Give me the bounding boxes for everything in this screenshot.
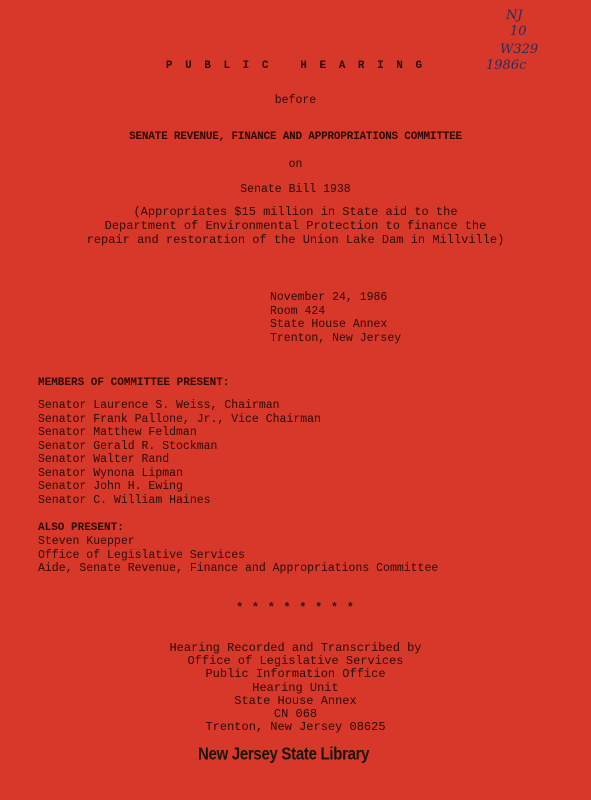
- separator-asterisks: * * * * * * * *: [236, 602, 355, 615]
- city: Trenton, New Jersey: [270, 331, 402, 345]
- handwritten-line: W329: [500, 42, 539, 57]
- also-present-list: [38, 535, 438, 576]
- member-item: Senator Frank Pallone, Jr., Vice Chairman: [38, 412, 321, 426]
- recorded-line: CN 068: [273, 707, 318, 722]
- member-item: Senator Laurence S. Weiss, Chairman: [38, 399, 280, 412]
- member-item: Senator C. William Haines: [38, 493, 211, 507]
- recorded-line: Office of Legislative Services: [187, 654, 404, 669]
- recorded-line: State House Annex: [234, 693, 357, 708]
- description-line: repair and restoration of the Union Lake Dam in Millville): [86, 233, 505, 247]
- before-label: before: [274, 94, 317, 107]
- date-location: [270, 291, 401, 345]
- building: State House Annex: [270, 318, 388, 331]
- recorded-line: Trenton, New Jersey 08625: [205, 720, 386, 735]
- bill-number: Senate Bill 1938: [240, 183, 351, 196]
- recorded-line: Hearing Recorded and Transcribed by: [169, 641, 422, 655]
- member-item: Senator Gerald R. Stockman: [38, 439, 218, 453]
- members-list: [38, 399, 321, 507]
- member-item: Senator Matthew Feldman: [38, 426, 197, 439]
- library-stamp: New Jersey State Library: [198, 744, 370, 765]
- also-present-item: Office of Legislative Services: [38, 548, 246, 562]
- handwritten-line: 10: [510, 24, 527, 39]
- members-heading: MEMBERS OF COMMITTEE PRESENT:: [38, 377, 230, 389]
- also-present-item: Steven Kuepper: [38, 535, 135, 548]
- description-line: (Appropriates $15 million in State aid to the: [133, 205, 458, 219]
- date: November 24, 1986: [270, 291, 388, 304]
- handwritten-line: 1986c: [486, 58, 527, 73]
- member-item: Senator Wynona Lipman: [38, 466, 183, 480]
- description-line: Department of Environmental Protection to finance the: [104, 219, 487, 233]
- handwritten-line: NJ: [506, 8, 523, 23]
- recorded-line: Public Information Office: [205, 667, 386, 682]
- document-title: P U B L I C H E A R I N G: [165, 60, 426, 72]
- on-label: on: [288, 158, 303, 171]
- also-present-heading: ALSO PRESENT:: [38, 522, 124, 534]
- member-item: Senator John H. Ewing: [38, 480, 183, 493]
- member-item: Senator Walter Rand: [38, 453, 170, 466]
- committee-name: SENATE REVENUE, FINANCE AND APPROPRIATIONS COMMITTEE: [129, 131, 462, 143]
- bill-description: [0, 205, 591, 247]
- room: Room 424: [270, 304, 326, 318]
- recorded-by: [0, 642, 591, 734]
- recorded-line: Hearing Unit: [252, 680, 339, 695]
- also-present-item: Aide, Senate Revenue, Finance and Appropriations Committee: [38, 562, 439, 575]
